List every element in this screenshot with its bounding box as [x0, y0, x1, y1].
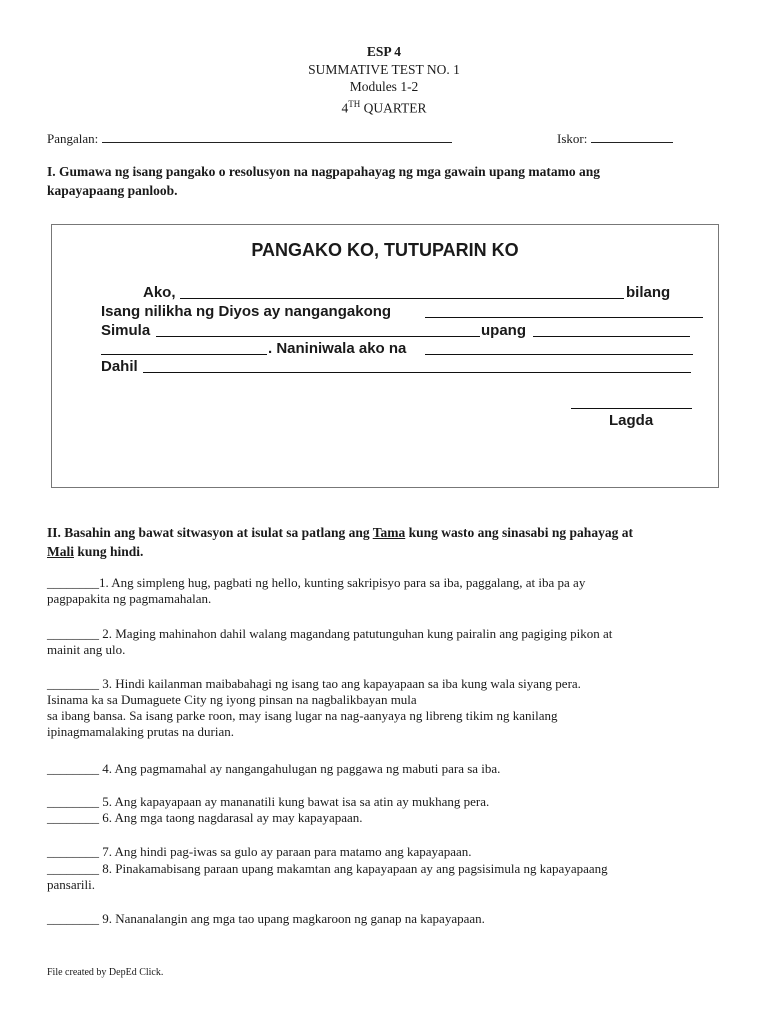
section1-line2: kapayapaang panloob.: [47, 183, 178, 198]
item-4-text: 4. Ang pagmamahal ay nangangahulugan ng paggawa ng mabuti para sa iba.: [99, 761, 501, 776]
item-3: [47, 676, 747, 740]
quarter-line: [0, 96, 768, 117]
item-3-text-c: sa ibang bansa. Sa isang parke roon, may isang lugar na nag-aanyaya ng libreng tikim ng kanilang: [47, 708, 558, 723]
section1-line1: I. Gumawa ng isang pangako o resolusyon na nagpapahayag ng mga gawain upang matamo ang: [47, 164, 601, 179]
name-label: Pangalan:: [47, 131, 99, 146]
item-2-text-cont: mainit ang ulo.: [47, 642, 126, 657]
signature-blank[interactable]: [571, 408, 692, 409]
score-field: [557, 130, 673, 147]
item-9-text: 9. Nananalangin ang mga tao upang magkaroon ng ganap na kapayapaan.: [99, 911, 485, 926]
item-5-text: 5. Ang kapayapaan ay mananatili kung bawat isa sa atin ay mukhang pera.: [99, 794, 490, 809]
pledge-upang-blank[interactable]: [533, 336, 690, 337]
item-2: [47, 626, 747, 658]
item-6-text: 6. Ang mga taong nagdarasal ay may kapayapaan.: [99, 810, 363, 825]
pledge-simula-blank[interactable]: [156, 336, 480, 337]
item-2-blank[interactable]: ________: [47, 626, 99, 641]
item-9-blank[interactable]: ________: [47, 911, 99, 926]
item-3-text-b: Isinama ka sa Dumaguete City ng iyong pinsan na nagbalikbayan mula: [47, 692, 417, 707]
item-8-text-cont: pansarili.: [47, 877, 96, 892]
item-3-blank[interactable]: ________: [47, 676, 99, 691]
name-blank[interactable]: [102, 130, 452, 143]
signature-label: Lagda: [609, 412, 654, 429]
pledge-belief-blank[interactable]: [425, 354, 693, 355]
item-1-text: 1. Ang simpleng hug, pagbati ng hello, kunting sakripisyo para sa iba, paggalang, at iba pa ay: [99, 575, 586, 590]
pledge-promise-blank[interactable]: [425, 317, 703, 318]
item-4: [47, 761, 747, 777]
modules-line: Modules 1-2: [349, 79, 419, 94]
pledge-isang-label: Isang nilikha ng Diyos ay nangangakong: [101, 303, 392, 320]
pledge-name-blank[interactable]: [180, 298, 624, 299]
mali-word: Mali: [47, 544, 74, 559]
subject-title: ESP 4: [366, 44, 402, 59]
pledge-ako-label: Ako,: [143, 284, 176, 301]
item-7-text: 7. Ang hindi pag-iwas sa gulo ay paraan para matamo ang kapayapaan.: [99, 844, 472, 859]
section2-line2: [47, 542, 747, 561]
test-title: SUMMATIVE TEST NO. 1: [308, 62, 460, 77]
item-4-blank[interactable]: ________: [47, 761, 99, 776]
item-9: [47, 911, 747, 927]
footer-credit: File created by DepEd Click.: [47, 967, 164, 978]
section2-line1: [47, 523, 747, 542]
quarter-suffix: TH: [348, 99, 361, 109]
score-blank[interactable]: [591, 130, 673, 143]
item-1: [47, 575, 747, 607]
section2-pre: II. Basahin ang bawat sitwasyon at isulat sa patlang ang: [47, 525, 373, 540]
item-1-text-cont: pagpapakita ng pagmamahalan.: [47, 591, 212, 606]
pledge-dahil-label: Dahil: [101, 358, 138, 375]
name-field: [47, 130, 452, 147]
pledge-upang-label: upang: [481, 322, 526, 339]
section2-instruction: [47, 523, 747, 561]
item-3-text: 3. Hindi kailanman maibabahagi ng isang tao ang kapayapaan sa iba kung wala siyang pera.: [99, 676, 581, 691]
pledge-simula-label: Simula: [101, 322, 151, 339]
section2-mid: kung wasto ang sinasabi ng pahayag at: [405, 525, 633, 540]
item-2-text: 2. Maging mahinahon dahil walang magandang patutunguhan kung pairalin ang pagiging pikon at: [99, 626, 613, 641]
item-8-blank[interactable]: ________: [47, 861, 99, 876]
pledge-naniniwala-label: . Naniniwala ako na: [268, 340, 407, 357]
item-5: [47, 794, 747, 810]
item-8-text: 8. Pinakamabisang paraan upang makamtan ang kapayapaan ay ang pagsisimula ng kapayapaang: [99, 861, 608, 876]
pledge-bilang-label: bilang: [626, 284, 671, 301]
item-8: [47, 861, 747, 893]
pledge-title: PANGAKO KO, TUTUPARIN KO: [251, 240, 519, 260]
item-7-blank[interactable]: ________: [47, 844, 99, 859]
quarter-number: 4: [341, 100, 349, 116]
section1-instruction: [47, 162, 737, 200]
item-3-text-d: ipinagmamalaking prutas na durian.: [47, 724, 235, 739]
item-7: [47, 844, 747, 860]
score-label: Iskor:: [557, 131, 588, 146]
pledge-dahil-blank[interactable]: [143, 372, 691, 373]
item-6-blank[interactable]: ________: [47, 810, 99, 825]
section2-post: kung hindi.: [74, 544, 144, 559]
quarter-word: QUARTER: [360, 100, 427, 116]
tama-word: Tama: [372, 525, 406, 540]
item-1-blank[interactable]: ________: [47, 575, 99, 590]
pledge-purpose-blank[interactable]: [101, 354, 267, 355]
item-5-blank[interactable]: ________: [47, 794, 99, 809]
item-6: [47, 810, 747, 826]
